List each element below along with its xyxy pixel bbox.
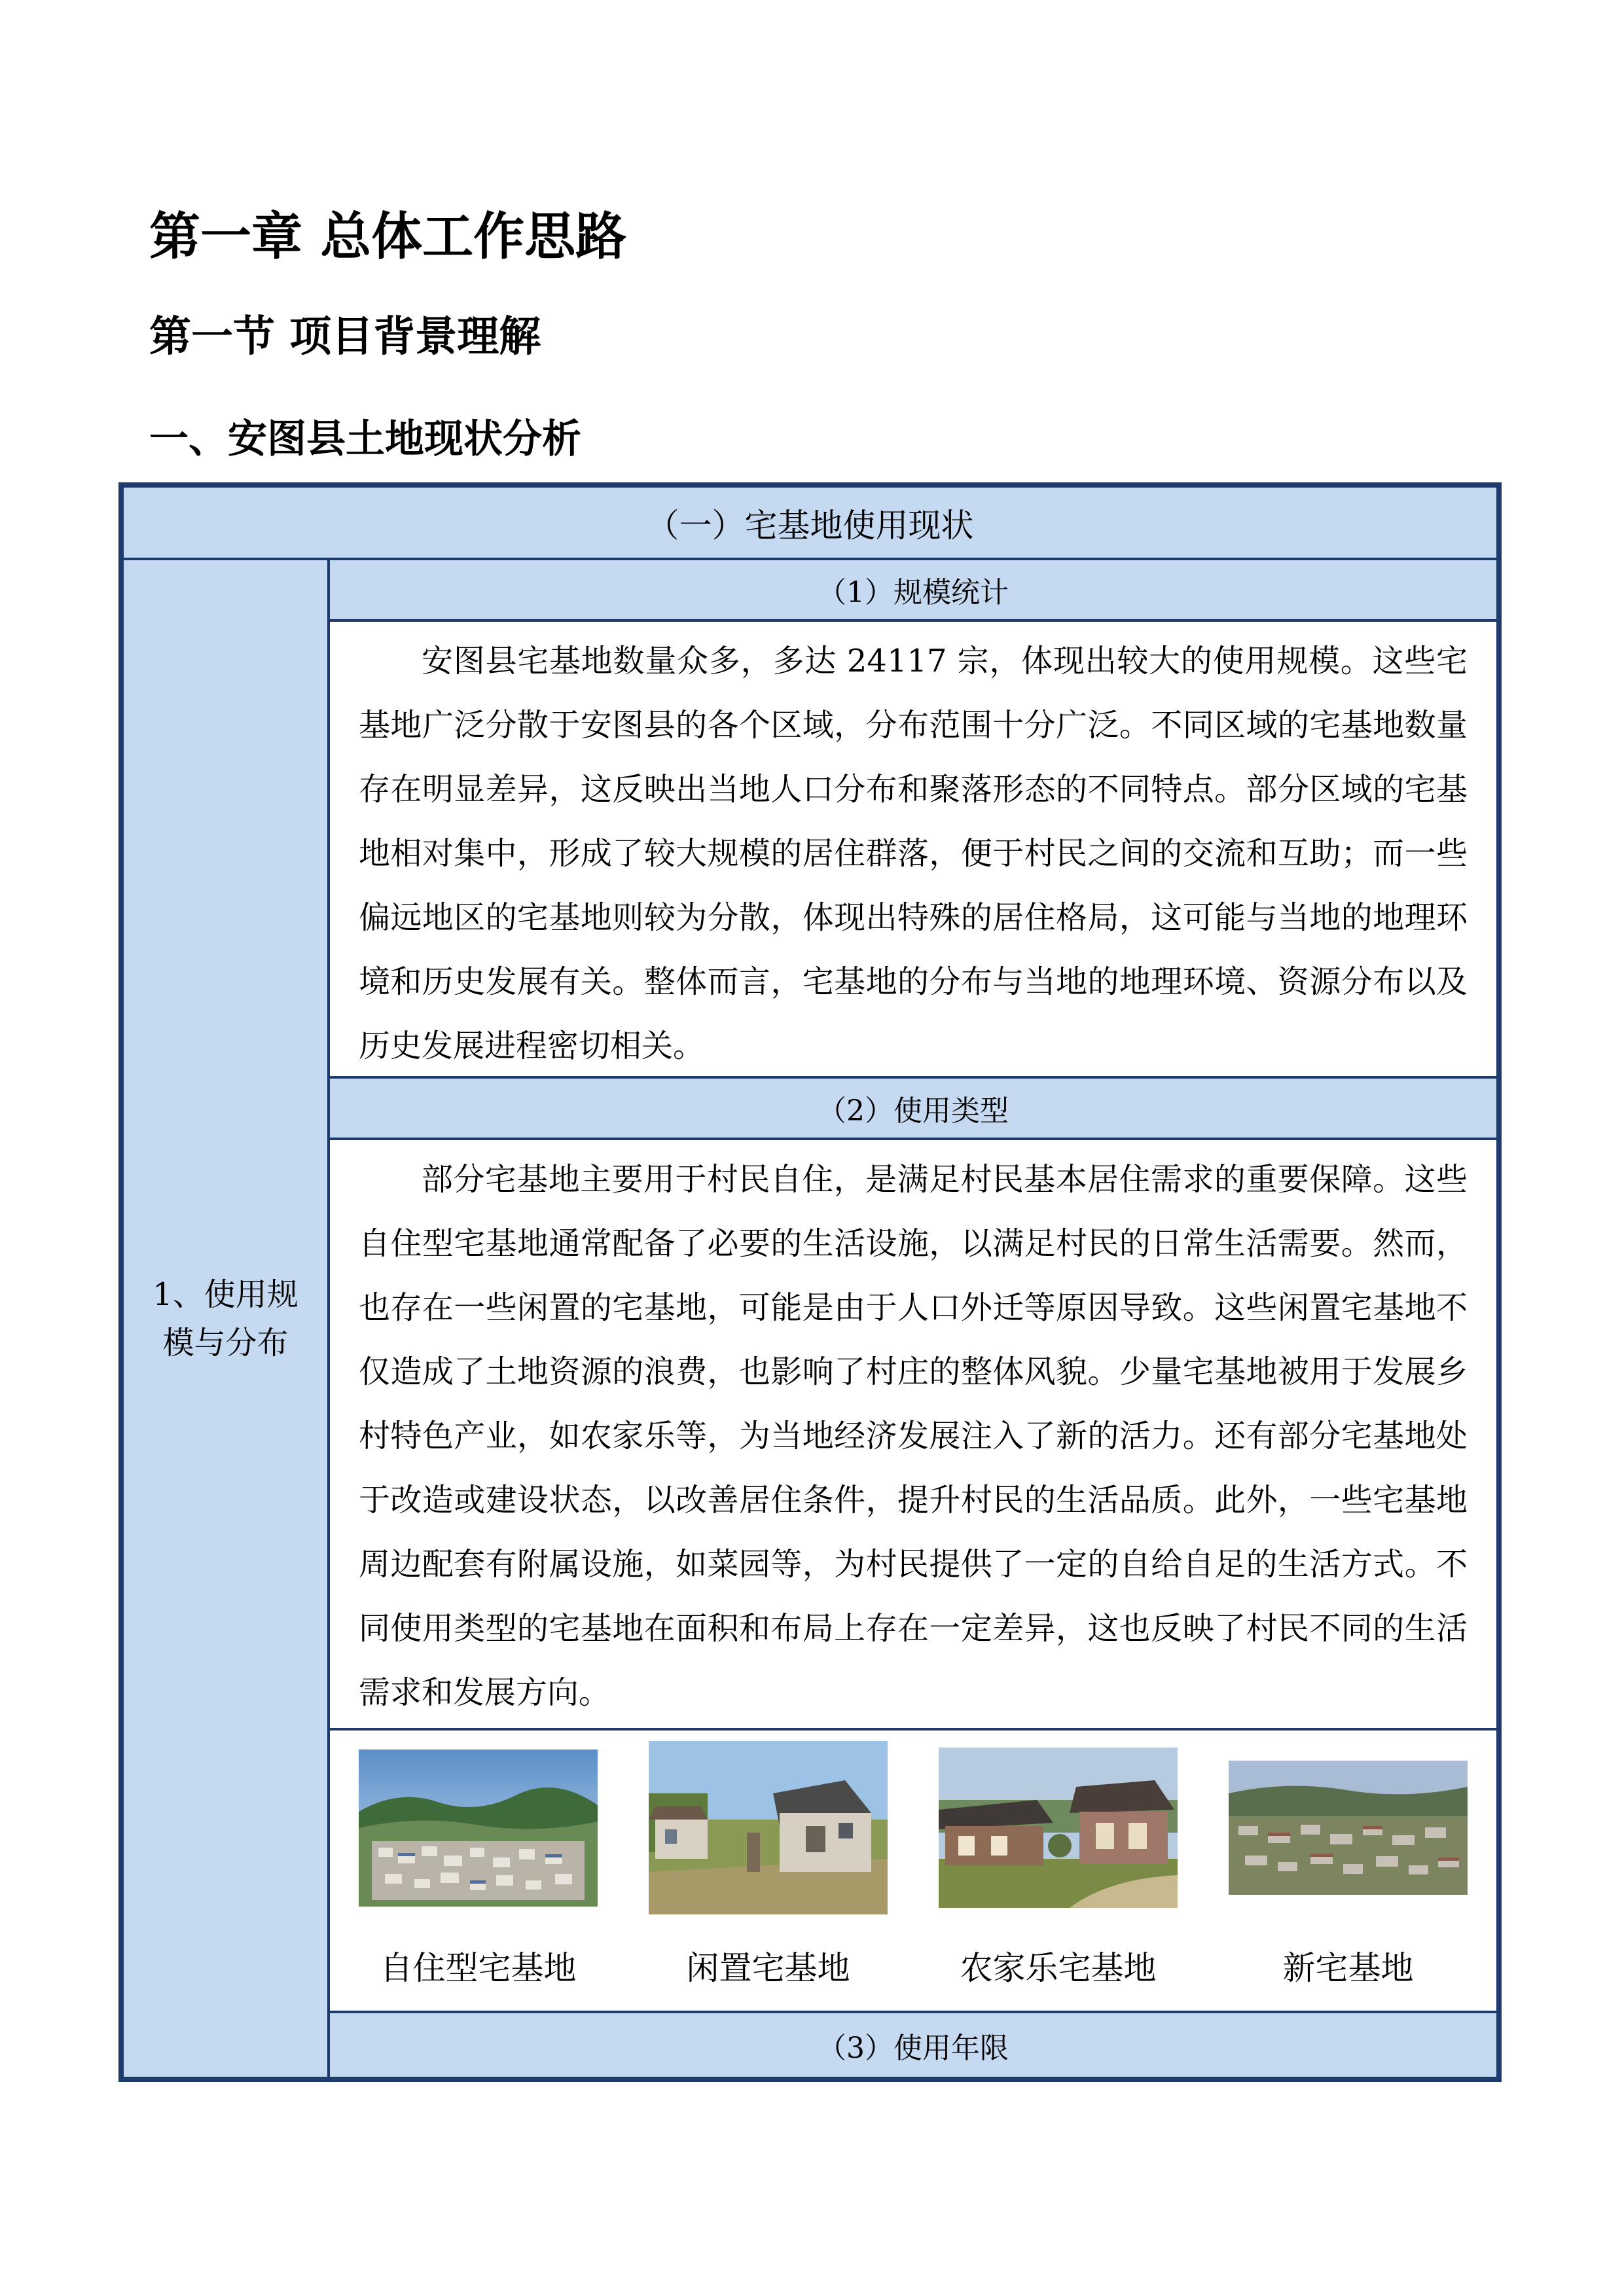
sub1-heading: （1）规模统计 <box>818 576 1009 609</box>
photo-caption: 新宅基地 <box>1282 1949 1414 1987</box>
sub1-text-cell <box>330 622 1496 1076</box>
sub3-heading-cell <box>330 2013 1496 2077</box>
sub2-heading: （2）使用类型 <box>818 1094 1009 1128</box>
sub1-paragraph: 安图县宅基地数量众多，多达 24117 宗，体现出较大的使用规模。这些宅基地广泛分散于安图县的各个区域，分布范围十分广泛。不同区域的宅基地数量存在明显差异，这反映出当地人口分布和聚落形态的不同特点。部分区域的宅基地相对集中，形成了较大规模的居住群落，便于村民之间的交流和互助；而一些偏远地区的宅基地则较为分散，体现出特殊的居住格局，这可能与当地的地理环境和历史发展有关。整体而言，宅基地的分布与当地的地理环境、资源分布以及历史发展进程密切相关。 <box>359 643 1468 1064</box>
sub1-heading-cell <box>330 560 1496 619</box>
photo-frame <box>649 1741 888 1914</box>
photo-frame <box>939 1741 1178 1914</box>
subsection-heading: 一、安图县土地现状分析 <box>149 416 581 462</box>
photo-frame <box>1229 1741 1468 1914</box>
photo-item <box>939 1741 1178 1989</box>
section-heading: 第一节 项目背景理解 <box>149 313 541 361</box>
farmstay-house-photo-icon <box>939 1748 1178 1908</box>
status-table <box>118 482 1502 2082</box>
photo-item <box>359 1741 598 1989</box>
abandoned-house-photo-icon <box>649 1741 888 1914</box>
photo-item <box>649 1741 888 1989</box>
table-title: （一）宅基地使用现状 <box>646 506 974 545</box>
sub2-paragraph: 部分宅基地主要用于村民自住，是满足村民基本居住需求的重要保障。这些自住型宅基地通常配备了必要的生活设施，以满足村民的日常生活需要。然而，也存在一些闲置的宅基地，可能是由于人口外迁等原因导致。这些闲置宅基地不仅造成了土地资源的浪费，也影响了村庄的整体风貌。少量宅基地被用于发展乡村特色产业，如农家乐等，为当地经济发展注入了新的活力。还有部分宅基地处于改造或建设状态，以改善居住条件，提升村民的生活品质。此外，一些宅基地周边配套有附属设施，如菜园等，为村民提供了一定的自给自足的生活方式。不同使用类型的宅基地在面积和布局上存在一定差异，这也反映了村民不同的生活需求和发展方向。 <box>359 1161 1468 1711</box>
sub2-heading-cell <box>330 1079 1496 1138</box>
sub2-text-cell <box>330 1140 1496 1728</box>
sub3-heading: （3）使用年限 <box>818 2031 1009 2065</box>
photos-row <box>330 1731 1496 2011</box>
village-aerial-photo-icon <box>359 1749 598 1907</box>
table-title-cell <box>124 488 1496 558</box>
photo-caption: 农家乐宅基地 <box>960 1949 1157 1987</box>
photo-caption: 自住型宅基地 <box>380 1949 577 1987</box>
photo-item <box>1229 1741 1468 1989</box>
photo-caption: 闲置宅基地 <box>686 1949 850 1987</box>
left-label-cell <box>124 560 327 2077</box>
photo-frame <box>359 1741 598 1914</box>
chapter-heading: 第一章 总体工作思路 <box>149 207 627 266</box>
left-label: 1、使用规模与分布 <box>153 1276 298 1361</box>
new-settlement-photo-icon <box>1229 1761 1468 1895</box>
